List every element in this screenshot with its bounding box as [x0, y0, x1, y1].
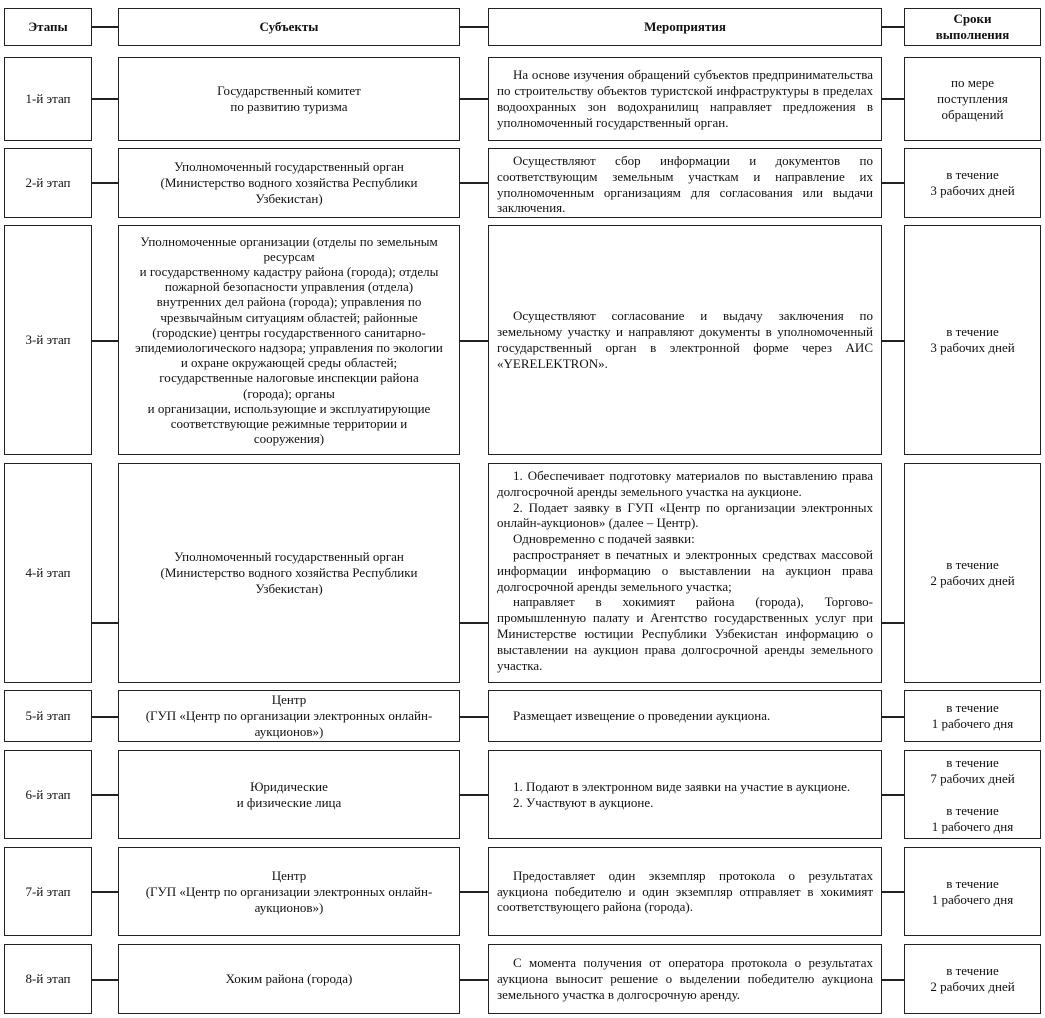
connector-row7-b	[460, 891, 488, 893]
stage-1: 1-й этап	[4, 57, 92, 141]
stage-2: 2-й этап	[4, 148, 92, 218]
connector-header-2	[460, 26, 488, 28]
header-subjects: Субъекты	[118, 8, 460, 46]
connector-row6-c	[882, 794, 904, 796]
connector-header-3	[882, 26, 904, 28]
connector-row4-b	[460, 622, 488, 624]
connector-row1-a	[92, 98, 118, 100]
connector-row5-c	[882, 716, 904, 718]
connector-row8-c	[882, 979, 904, 981]
term-8: в течение 2 рабочих дней	[904, 944, 1041, 1014]
subject-2: Уполномоченный государственный орган (Министерство водного хозяйства Республики Узбекистан)	[118, 148, 460, 218]
stage-4: 4-й этап	[4, 463, 92, 683]
activity-3-text: Осуществляют согласование и выдачу заключения по земельному участку и направляют документы в уполномоченный государственный орган в электронной форме через АИС «YERELEKTRON».	[497, 308, 873, 371]
subject-3: Уполномоченные организации (отделы по земельным ресурсам и государственному кадастру района (города); отделы пожарной безопасности управления (отдела) внутренних дел района (города); управления по чрезвычайным ситуациям областей; районные (городские) центры государственного санитарно- эпидемиологического надзора; управления по экологии и охране окружающей среды областей; государственные налоговые инспекции района (города); органы и организации, использующие и эксплуатирующие соответствующие режимные территории и сооружения)	[118, 225, 460, 455]
connector-row4-a	[92, 622, 118, 624]
stage-6: 6-й этап	[4, 750, 92, 839]
term-2: в течение 3 рабочих дней	[904, 148, 1041, 218]
header-terms: Сроки выполнения	[904, 8, 1041, 46]
term-1: по мере поступления обращений	[904, 57, 1041, 141]
activity-4-item-5: направляет в хокимият района (города), Торгово-промышленную палату и Агентство государственных услуг при Министерстве юстиции Республики Узбекистан информацию о выставлении на аукцион права долгосрочной аренды земельного участка.	[497, 594, 873, 673]
activity-1-text: На основе изучения обращений субъектов предпринимательства по строительству объектов туристской инфраструктуры в пределах водоохранных зон водохранилищ направляет предложения в уполномоченный государственный орган.	[497, 67, 873, 130]
term-5: в течение 1 рабочего дня	[904, 690, 1041, 742]
subject-5: Центр (ГУП «Центр по организации электронных онлайн- аукционов»)	[118, 690, 460, 742]
activity-6-item-1: 1. Подают в электронном виде заявки на участие в аукционе.	[513, 778, 851, 794]
subject-6: Юридические и физические лица	[118, 750, 460, 839]
activity-4-item-4: распространяет в печатных и электронных средствах массовой информации информацию о выставлении на аукцион права долгосрочной аренды земельного участка;	[497, 546, 873, 594]
term-7: в течение 1 рабочего дня	[904, 847, 1041, 936]
connector-row2-a	[92, 182, 118, 184]
connector-row3-c	[882, 340, 904, 342]
activity-4-item-2: 2. Подает заявку в ГУП «Центр по организации электронных онлайн-аукционов» (далее – Центр).	[497, 499, 873, 531]
connector-row5-a	[92, 716, 118, 718]
header-stages: Этапы	[4, 8, 92, 46]
term-6: в течение 7 рабочих дней в течение 1 рабочего дня	[904, 750, 1041, 839]
connector-row8-b	[460, 979, 488, 981]
activity-6	[488, 750, 882, 839]
connector-row8-a	[92, 979, 118, 981]
connector-row2-b	[460, 182, 488, 184]
activity-8-text: С момента получения от оператора протокола о результатах аукциона выносит решение о выделении победителю аукциона земельного участка в долгосрочную аренду.	[497, 955, 873, 1002]
connector-header-1	[92, 26, 118, 28]
header-activities: Мероприятия	[488, 8, 882, 46]
subject-1: Государственный комитет по развитию туризма	[118, 57, 460, 141]
connector-row5-b	[460, 716, 488, 718]
connector-row7-c	[882, 891, 904, 893]
connector-row7-a	[92, 891, 118, 893]
connector-row6-a	[92, 794, 118, 796]
stage-3: 3-й этап	[4, 225, 92, 455]
stage-5: 5-й этап	[4, 690, 92, 742]
activity-3	[488, 225, 882, 455]
term-3: в течение 3 рабочих дней	[904, 225, 1041, 455]
connector-row3-a	[92, 340, 118, 342]
subject-7: Центр (ГУП «Центр по организации электронных онлайн- аукционов»)	[118, 847, 460, 936]
activity-1	[488, 57, 882, 141]
subject-8: Хоким района (города)	[118, 944, 460, 1014]
activity-7-text: Предоставляет один экземпляр протокола о результатах аукциона победителю и один экземпляр отправляет в хокимият соответствующего района (города).	[497, 867, 873, 915]
connector-row2-c	[882, 182, 904, 184]
stage-7: 7-й этап	[4, 847, 92, 936]
connector-row1-c	[882, 98, 904, 100]
activity-4-item-1: 1. Обеспечивает подготовку материалов по выставлению права долгосрочной аренды земельного участка на аукционе.	[497, 468, 873, 499]
activity-2-text: Осуществляют сбор информации и документов по соответствующим земельным участкам и направление их уполномоченным организациям для согласования или выдачи заключения.	[497, 153, 873, 216]
activity-5-text: Размещает извещение о проведении аукциона.	[513, 708, 771, 724]
connector-row3-b	[460, 340, 488, 342]
activity-4-item-3: Одновременно с подачей заявки:	[513, 531, 695, 547]
stage-8: 8-й этап	[4, 944, 92, 1014]
term-4: в течение 2 рабочих дней	[904, 463, 1041, 683]
activity-8	[488, 944, 882, 1014]
activity-2	[488, 148, 882, 218]
connector-row4-c	[882, 622, 904, 624]
connector-row6-b	[460, 794, 488, 796]
activity-5	[488, 690, 882, 742]
activity-4	[488, 463, 882, 683]
activity-7	[488, 847, 882, 936]
activity-6-item-2: 2. Участвуют в аукционе.	[513, 794, 654, 810]
subject-4: Уполномоченный государственный орган (Министерство водного хозяйства Республики Узбекистан)	[118, 463, 460, 683]
connector-row1-b	[460, 98, 488, 100]
